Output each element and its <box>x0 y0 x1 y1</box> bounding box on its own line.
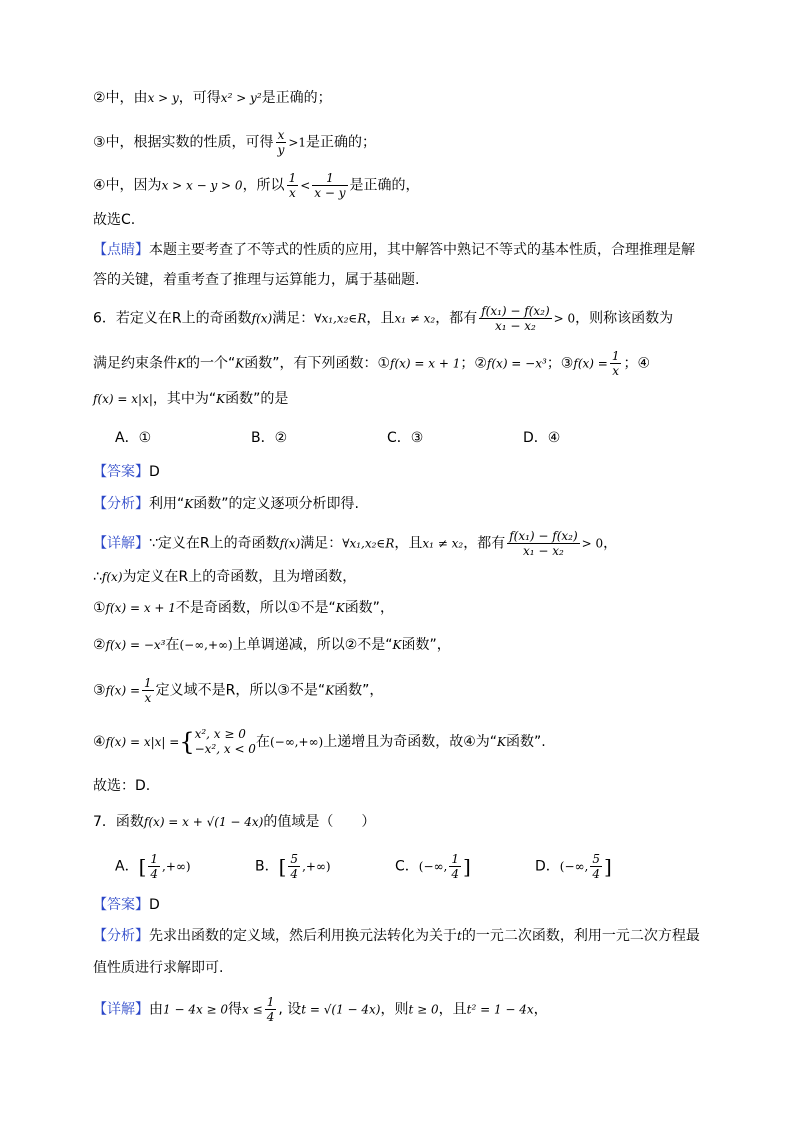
sol5-line-3: ③中，根据实数的性质，可得 $\frac{x}{y}$ >1是正确的； <box>93 128 377 157</box>
q7-option-c: C．(−∞, $\frac{1}{4}$ ] <box>395 852 471 881</box>
q6-option-b: B．② <box>251 430 288 446</box>
q6-option-a: A．① <box>115 430 152 446</box>
q6-options <box>115 428 560 448</box>
q6-detail-1: 【详解】∵定义在R上的奇函数f(x)满足：∀x₁,x₂∈R，且x₁ ≠ x₂，都有 $\frac{\text{f(x₁) − f(x₂)}}{\text{x₁ − x₂}}$ > 0， <box>93 529 618 558</box>
q7-analysis-2: 值性质进行求解即可. <box>93 960 224 976</box>
detail-heading: 【详解】 <box>93 1001 149 1018</box>
q7-analysis-1: 【分析】先求出函数的定义域，然后利用换元法转化为关于t的一元二次函数，利用一元二次方程最 <box>93 928 700 944</box>
q6-answer: 【答案】D <box>93 464 160 480</box>
sol5-note-2: 答的关键，着重考查了推理与运算能力，属于基础题. <box>93 272 420 288</box>
q6-stem-3: f(x) = x|x|，其中为“K函数”的是 <box>93 391 289 407</box>
q6-stem-2: 满足约束条件K的一个“K函数”，有下列函数：①f(x) = x + 1；②f(x) = −x³；③f(x) = $\frac{1}{x}$ ；④ <box>93 349 651 378</box>
sol5-note-1: 【点睛】本题主要考查了不等式的性质的应用，其中解答中熟记不等式的基本性质，合理推理是解 <box>93 242 695 258</box>
q7-detail: 【详解】由1 − 4x ≥ 0得x ≤ $\frac{1}{4}$ , 设t = √(1 − 4x)，则t ≥ 0，且t² = 1 − 4x， <box>93 995 548 1024</box>
sol5-answer: 故选C. <box>93 212 136 228</box>
q6-conclusion: 故选：D. <box>93 778 151 794</box>
answer-heading: 【答案】 <box>93 897 149 913</box>
detail-heading: 【详解】 <box>93 535 149 552</box>
q6-detail-4: ②f(x) = −x³在(−∞,+∞)上单调递减，所以②不是“K函数”， <box>93 637 451 653</box>
q6-option-c: C．③ <box>387 430 424 446</box>
sol5-line-2: ②中，由x > y，可得x² > y²是正确的； <box>93 90 332 106</box>
q7-options <box>115 852 612 881</box>
analysis-heading: 【分析】 <box>93 496 149 512</box>
sol5-line-4: ④中，因为x > x − y > 0，所以 $\frac{1}{x}$ < $\frac{1}{x - y}$ 是正确的， <box>93 171 420 200</box>
analysis-heading: 【分析】 <box>93 928 149 944</box>
q6-option-d: D．④ <box>523 430 561 446</box>
left-brace: { <box>179 728 195 756</box>
piecewise: x², x ≥ 0 −x², x < 0 <box>194 727 256 756</box>
q6-detail-3: ①f(x) = x + 1不是奇函数，所以①不是“K函数”， <box>93 600 394 616</box>
answer-heading: 【答案】 <box>93 464 149 480</box>
q7-option-b: B．[ $\frac{5}{4}$ ,+∞) <box>255 852 331 881</box>
q6-analysis: 【分析】利用“K函数”的定义逐项分析即得. <box>93 496 359 512</box>
q7-option-d: D．(−∞, $\frac{5}{4}$ ] <box>535 852 612 881</box>
q7-stem: 7．函数f(x) = x + √(1 − 4x)的值域是（ ） <box>93 814 376 830</box>
q6-detail-5: ③f(x) = $\frac{1}{x}$ 定义域不是R，所以③不是“K函数”， <box>93 676 384 705</box>
q6-stem-1: 6．若定义在R上的奇函数f(x)满足：∀x₁,x₂∈R，且x₁ ≠ x₂，都有 $\frac{\text{f(x₁) − f(x₂)}}{\text{x₁ − x₂}}$ > 0，则称该函数为 <box>93 304 674 333</box>
note-heading: 【点睛】 <box>93 242 149 258</box>
q6-detail-2: ∴f(x)为定义在R上的奇函数，且为增函数， <box>93 569 357 585</box>
q6-detail-6: ④f(x) = x|x| ={ x², x ≥ 0 −x², x < 0 在(−∞,+∞)上递增且为奇函数，故④为“K函数”. <box>93 727 546 756</box>
q7-answer: 【答案】D <box>93 897 160 913</box>
q7-option-a: A．[ $\frac{1}{4}$ ,+∞) <box>115 852 191 881</box>
